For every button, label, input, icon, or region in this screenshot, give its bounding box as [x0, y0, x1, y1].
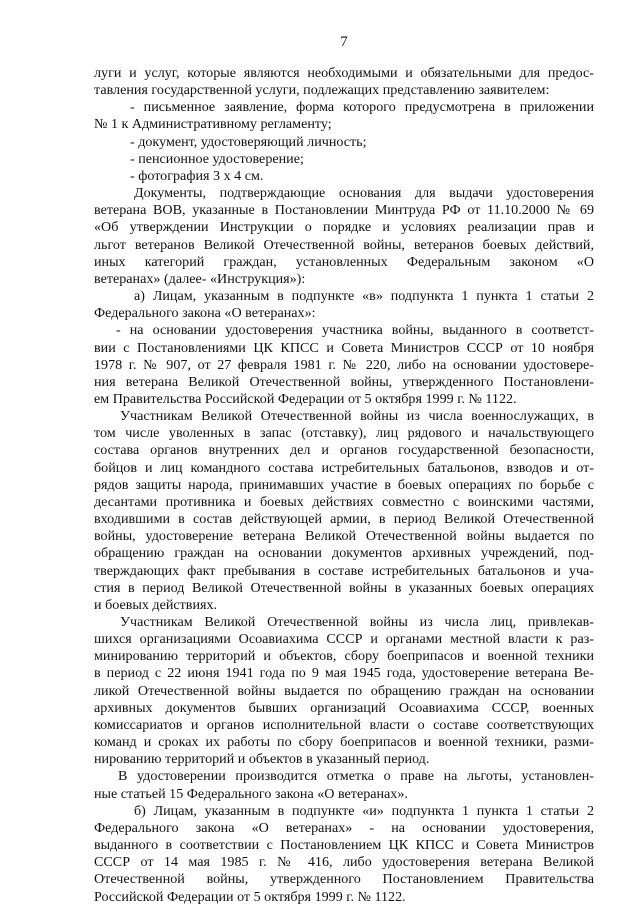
text-line: ликой Отечественной войны выдается по обращению граждан на основании	[94, 682, 594, 699]
text-line: десантами противника и боевых действиях совместно с воинскими частями,	[94, 493, 594, 510]
text-line: ные статьей 15 Федерального закона «О ветеранах».	[94, 785, 408, 802]
text-line: - письменное заявление, форма которого предусмотрена в приложении	[130, 99, 594, 116]
text-line: - фотография 3 х 4 см.	[130, 167, 264, 184]
text-line: - документ, удостоверяющий личность;	[130, 133, 367, 150]
text-line: ния ветерана Великой Отечественной войны, утвержденного Постановлени-	[94, 373, 594, 390]
text-line: льгот ветеранов Великой Отечественной войны, ветеранов боевых действий,	[94, 236, 594, 253]
text-line: иных категорий граждан, установленных Федеральным законом «О	[94, 253, 594, 270]
text-line: комиссариатов и органов исполнительной власти о составе соответствующих	[94, 716, 594, 733]
text-line: и боевых действиях.	[94, 596, 218, 613]
text-line: 1978 г. № 907, от 27 февраля 1981 г. № 220, либо на основании удостовере-	[94, 356, 594, 373]
paragraph-war-participants-osoaviakhim	[94, 614, 594, 768]
text-line: войны, удостоверение ветерана Великой Отечественной войны выдается по	[94, 528, 594, 545]
text-line: б) Лицам, указанным в подпункте «и» подпункта 1 пункта 1 статьи 2	[134, 802, 594, 819]
text-line: ветеранах» (далее- «Инструкция»):	[94, 270, 306, 287]
text-line: - пенсионное удостоверение;	[130, 150, 304, 167]
text-line: выданного в соответствии с Постановлением ЦК КПСС и Совета Министров	[94, 837, 594, 854]
text-line: тавления государственной услуги, подлежащих представлению заявителем:	[94, 82, 550, 99]
text-line: В удостоверении производится отметка о праве на льготы, установлен-	[118, 768, 594, 785]
paragraph-list-item-photo	[94, 168, 594, 185]
text-line: состава органов внутренних дел и органов государственной безопасности,	[94, 442, 594, 459]
text-line: Федерального закона «О ветеранах» - на основании удостоверения,	[94, 819, 594, 836]
text-line: входившими в состав действующей армии, в период Великой Отечественной	[94, 511, 594, 528]
text-line: бойцов и лиц командного состава истребительных батальонов, взводов и от-	[94, 459, 594, 476]
text-line: том числе уволенных в запас (отставку), лиц рядового и начальствующего	[94, 425, 594, 442]
text-line: Российской Федерации от 5 октября 1999 г. № 1122.	[94, 888, 406, 905]
paragraph-documents-basis	[94, 185, 594, 288]
page-number: 7	[340, 34, 348, 50]
text-line: ем Правительства Российской Федерации от 5 октября 1999 г. № 1122.	[94, 390, 517, 407]
text-line: рядов защиты народа, принимавших участие в боевых операциях по борьбе с	[94, 476, 594, 493]
text-line: Участникам Великой Отечественной войны из числа военнослужащих, в	[120, 408, 594, 425]
text-line: луги и услуг, которые являются необходимыми и обязательными для предос-	[94, 65, 594, 81]
paragraph-item-b	[94, 803, 594, 906]
text-line: № 1 к Административному регламенту;	[94, 116, 332, 133]
paragraph-list-item-application	[94, 99, 594, 133]
document-body	[94, 65, 594, 906]
text-line: СССР от 14 мая 1985 г. № 416, либо удостоверения ветерана Великой	[94, 854, 594, 871]
text-line: нированию территорий и объектов в указанный период.	[94, 751, 430, 768]
paragraph-item-a-basis	[94, 322, 594, 408]
text-line: вии с Постановлениями ЦК КПСС и Совета Министров СССР от 10 ноября	[94, 339, 594, 356]
text-line: стия в период Великой Отечественной войны в указанных боевых операциях	[94, 579, 594, 596]
text-line: команд и сроках их работы по сбору боеприпасов и военной техники, разми-	[94, 734, 594, 751]
paragraph-list-item-identity-document	[94, 134, 594, 151]
text-line: архивных документов бывших организаций Осоавиахима СССР, военных	[94, 699, 594, 716]
paragraph-continuation	[94, 65, 594, 99]
paragraph-item-a	[94, 288, 594, 322]
paragraph-war-participants-military	[94, 408, 594, 614]
text-line: а) Лицам, указанным в подпункте «в» подпункта 1 пункта 1 статьи 2	[134, 288, 594, 305]
text-line: «Об утверждении Инструкции о порядке и условиях реализации прав и	[94, 219, 594, 236]
paragraph-benefits-mark	[94, 768, 594, 802]
text-line: Участникам Великой Отечественной войны из числа лиц, привлекав-	[120, 614, 594, 630]
text-line: тверждающих факт пребывания в составе истребительных батальонов и уча-	[94, 562, 594, 579]
text-line: Федерального закона «О ветеранах»:	[94, 305, 316, 322]
text-line: обращению граждан на основании документов архивных учреждений, под-	[94, 545, 594, 562]
text-line: ветерана ВОВ, указанные в Постановлении Минтруда РФ от 11.10.2000 № 69	[94, 202, 594, 219]
text-line: Отечественной войны, утвержденного Постановлением Правительства	[94, 871, 594, 888]
paragraph-list-item-pension-certificate	[94, 151, 594, 168]
text-line: - на основании удостоверения участника войны, выданного в соответст-	[116, 322, 594, 339]
text-line: в период с 22 июня 1941 года по 9 мая 1945 года, удостоверение ветерана Ве-	[94, 665, 594, 682]
text-line: Документы, подтверждающие основания для выдачи удостоверения	[134, 185, 594, 202]
text-line: минированию территорий и объектов, сбору боеприпасов и военной техники	[94, 648, 594, 665]
text-line: шихся организациями Осоавиахима СССР и органами местной власти к раз-	[94, 631, 594, 648]
